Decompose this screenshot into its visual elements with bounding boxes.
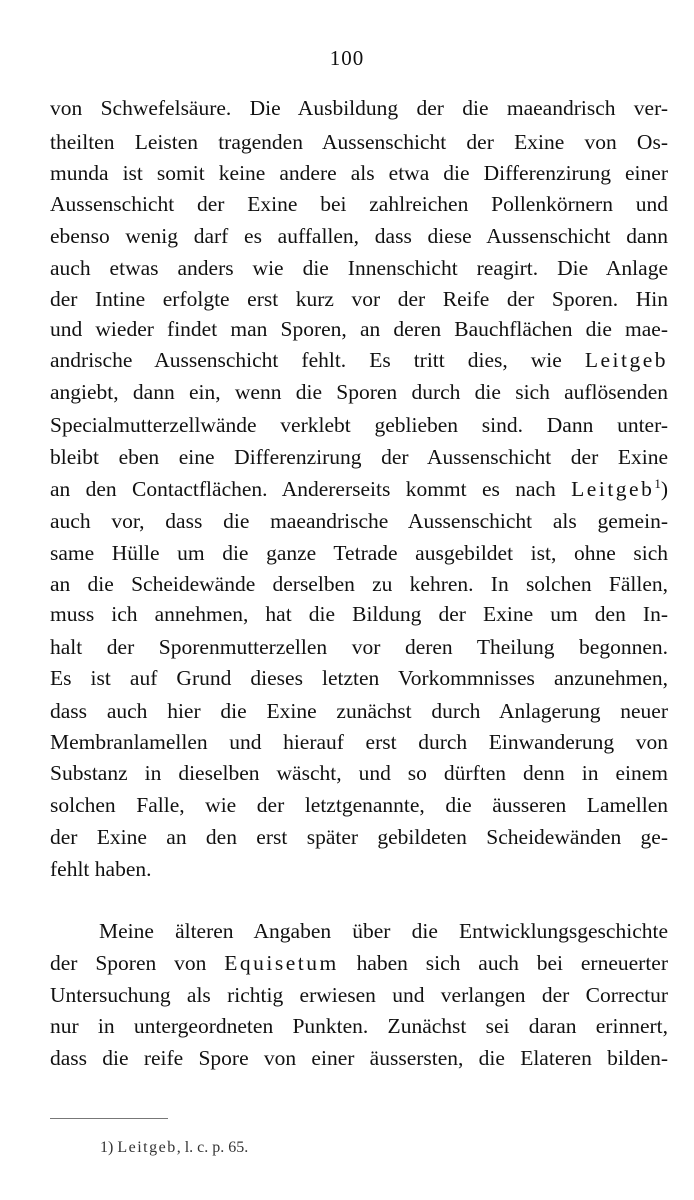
text-line: an die Scheidewände derselben zu kehren. In solchen Fällen, [50, 572, 668, 596]
author-name-spaced: Leitgeb [571, 477, 655, 501]
genus-name-spaced: Equisetum [224, 951, 339, 975]
footnote-paren: ) [660, 477, 669, 501]
text-line: muss ich annehmen, hat die Bildung der Exine um den In- [50, 602, 668, 626]
text-line: der Exine an den erst später gebildeten Scheidewänden ge- [50, 825, 668, 849]
footnote-marker: 1) [100, 1139, 114, 1156]
text-line: Membranlamellen und hierauf erst durch Einwanderung von [50, 730, 668, 754]
text-line: Aussenschicht der Exine bei zahlreichen Pollenkörnern und [50, 192, 668, 216]
text-line: ebenso wenig darf es auffallen, dass diese Aussenschicht dann [50, 224, 668, 248]
text-line: fehlt haben. [50, 857, 152, 881]
footnote-reference-text: , l. c. p. 65. [176, 1139, 249, 1156]
text-line: bleibt eben eine Differenzirung der Aussenschicht der Exine [50, 445, 668, 469]
text-line [50, 345, 668, 375]
text-line: dass auch hier die Exine zunächst durch Anlagerung neuer [50, 699, 668, 723]
footnote-rule [50, 1118, 168, 1119]
text-line: dass die reife Spore von einer äussersten, die Elateren bilden- [50, 1046, 668, 1070]
text-segment: der Sporen von [50, 951, 207, 975]
text-line: auch etwas anders wie die Innenschicht reagirt. Die Anlage [50, 256, 668, 280]
text-segment: haben sich auch bei erneuerter [356, 951, 668, 975]
footnote [100, 1137, 248, 1159]
text-segment: andrische Aussenschicht fehlt. Es tritt dies, wie [50, 348, 562, 372]
author-name-spaced: Leitgeb [584, 348, 669, 372]
text-line: Meine älteren Angaben über die Entwicklungsgeschichte [99, 919, 668, 943]
text-line: angiebt, dann ein, wenn die Sporen durch die sich auflösenden [50, 380, 668, 404]
text-line: Substanz in dieselben wäscht, und so dürften denn in einem [50, 761, 668, 785]
text-line: auch vor, dass die maeandrische Aussenschicht als gemein- [50, 509, 668, 533]
text-line: der Intine erfolgte erst kurz vor der Reife der Sporen. Hin [50, 287, 668, 311]
text-line: halt der Sporenmutterzellen vor deren Theilung begonnen. [50, 635, 668, 659]
text-line: munda ist somit keine andere als etwa die Differenzirung einer [50, 161, 668, 185]
footnote-reference: 1 [654, 476, 661, 491]
text-line: same Hülle um die ganze Tetrade ausgebildet ist, ohne sich [50, 541, 668, 565]
footnote-author: Leitgeb [117, 1139, 177, 1156]
text-line: Es ist auf Grund dieses letzten Vorkommnisses anzunehmen, [50, 666, 668, 690]
text-line: Untersuchung als richtig erwiesen und verlangen der Correctur [50, 983, 668, 1007]
page-number: 100 [329, 46, 365, 70]
text-line: solchen Falle, wie der letztgenannte, die äusseren Lamellen [50, 793, 668, 817]
text-line: nur in untergeordneten Punkten. Zunächst sei daran erinnert, [50, 1014, 668, 1038]
text-line [50, 948, 668, 978]
text-line: von Schwefelsäure. Die Ausbildung der die maeandrisch ver- [50, 96, 668, 120]
text-line: theilten Leisten tragenden Aussenschicht der Exine von Os- [50, 130, 668, 154]
text-line: und wieder findet man Sporen, an deren Bauchflächen die mae- [50, 317, 668, 341]
text-segment: an den Contactflächen. Andererseits kommt es nach [50, 477, 556, 501]
text-line: Specialmutterzellwände verklebt geblieben sind. Dann unter- [50, 413, 668, 437]
text-line [50, 474, 668, 504]
